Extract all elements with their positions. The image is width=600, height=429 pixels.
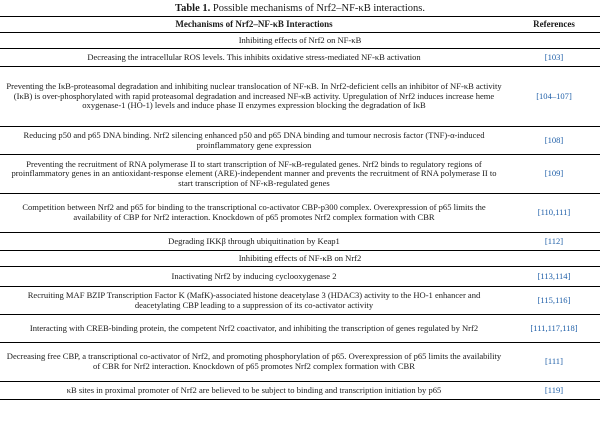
table-row [0, 194, 600, 233]
table-caption [0, 0, 600, 16]
reference-link[interactable]: [111] [508, 343, 600, 382]
mechanism-cell: Decreasing the intracellular ROS levels. This inhibits oxidative stress-mediated NF-κB activation [0, 49, 508, 67]
reference-link[interactable]: [104–107] [508, 67, 600, 127]
header-references: References [508, 17, 600, 33]
mechanism-cell: Competition between Nrf2 and p65 for binding to the transcriptional co-activator CBP-p300 complex. Overexpression of p65 limits the availability of CBP for Nrf2 interaction. Knockdown of p65 promotes Nrf2 complex formation with CBR [0, 194, 508, 233]
table-row [0, 315, 600, 343]
reference-link[interactable]: [111,117,118] [508, 315, 600, 343]
mechanism-cell: Decreasing free CBP, a transcriptional co-activator of Nrf2, and promoting phosphorylation of p65. Overexpression of p65 limits the availability of CBR for Nrf2 interaction. Knockdown of p65 promotes Nrf2 complex formation with CBR [0, 343, 508, 382]
table-row [0, 155, 600, 194]
table-row [0, 343, 600, 382]
section-header-row [0, 33, 600, 49]
mechanism-cell: Reducing p50 and p65 DNA binding. Nrf2 silencing enhanced p50 and p65 DNA binding and tumour necrosis factor (TNF)-α-induced proinflammatory gene expression [0, 127, 508, 155]
table-row [0, 382, 600, 400]
table-row [0, 233, 600, 251]
table-row [0, 267, 600, 287]
mechanism-cell: κB sites in proximal promoter of Nrf2 are believed to be subject to binding and transcription initiation by p65 [0, 382, 508, 400]
reference-link[interactable]: [109] [508, 155, 600, 194]
mechanism-cell: Inactivating Nrf2 by inducing cyclooxygenase 2 [0, 267, 508, 287]
mechanism-cell: Preventing the IκB-proteasomal degradation and inhibiting nuclear translocation of NF-κB. In Nrf2-deficient cells an inhibitor of NF-κB activity (IκB) is over-phosphorylated with rapid proteasomal degradation and increased NF-κB activity. Upregulation of Nrf2 induces increase heme oxygenase-1 (HO-1) levels and induce phase II enzymes expression blocking the degradation of IκB [0, 67, 508, 127]
mechanism-cell: Recruiting MAF BZIP Transcription Factor K (MafK)-associated histone deacetylase 3 (HDAC3) activity to the HO-1 enhancer and deacetylating CBP leading to a suppression of its co-activator activity [0, 287, 508, 315]
mechanism-cell: Interacting with CREB-binding protein, the competent Nrf2 coactivator, and inhibiting the transcription of genes regulated by Nrf2 [0, 315, 508, 343]
reference-link[interactable]: [112] [508, 233, 600, 251]
section-title: Inhibiting effects of Nrf2 on NF-κB [0, 33, 600, 49]
reference-link[interactable]: [110,111] [508, 194, 600, 233]
mechanisms-table [0, 16, 600, 400]
table-caption-text: Possible mechanisms of Nrf2–NF-κB interactions. [212, 3, 425, 14]
header-mechanisms: Mechanisms of Nrf2–NF-κB Interactions [0, 17, 508, 33]
reference-link[interactable]: [108] [508, 127, 600, 155]
table-row [0, 127, 600, 155]
section-header-row [0, 251, 600, 267]
reference-link[interactable]: [103] [508, 49, 600, 67]
table-row [0, 287, 600, 315]
table-row [0, 67, 600, 127]
table-header-row [0, 17, 600, 33]
reference-link[interactable]: [113,114] [508, 267, 600, 287]
reference-link[interactable]: [119] [508, 382, 600, 400]
reference-link[interactable]: [115,116] [508, 287, 600, 315]
table-caption-label: Table 1. [175, 3, 211, 14]
mechanism-cell: Preventing the recruitment of RNA polymerase II to start transcription of NF-κB-regulated genes. Nrf2 binds to regulatory regions of proinflammatory genes in an antioxidant-response element (ARE)-independent manner and prevents the recruitment of RNA polymerase II to start transcription of NF-κB-regulated genes [0, 155, 508, 194]
table-row [0, 49, 600, 67]
section-title: Inhibiting effects of NF-κB on Nrf2 [0, 251, 600, 267]
mechanism-cell: Degrading IKKβ through ubiquitination by Keap1 [0, 233, 508, 251]
